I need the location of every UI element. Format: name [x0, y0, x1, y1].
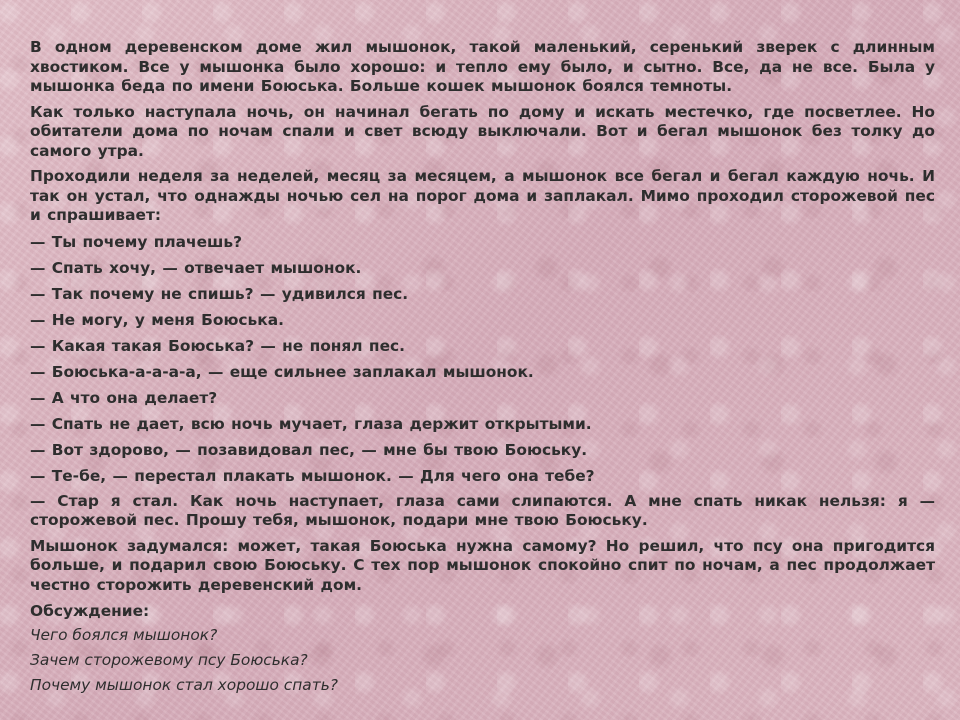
discussion-question: Почему мышонок стал хорошо спать? [30, 676, 338, 694]
dialogue-line: — Спать не дает, всю ночь мучает, глаза держит открытыми. [30, 414, 592, 433]
dialogue-line: — Какая такая Боюська? — не понял пес. [30, 336, 405, 355]
dialogue-line: — А что она делает? [30, 388, 218, 407]
dialogue-line: — Стар я стал. Как ночь наступает, глаза сами слипаются. А мне спать никак нельзя: я — сторожевой пес. Прошу тебя, мышонок, подари мне твою Боюську. [30, 491, 935, 529]
discussion-heading: Обсуждение: [30, 602, 150, 620]
story-paragraph: В одном деревенском доме жил мышонок, такой маленький, серенький зверек с длинным хвостиком. Все у мышонка было хорошо: и тепло ему было, и сытно. Все, да не все. Была у мышонка беда по имени Боюська. Больше кошек мышонок боялся темноты. [30, 38, 935, 95]
dialogue-line: — Боюська-а-а-а-а, — еще сильнее заплакал мышонок. [30, 362, 534, 381]
discussion-question: Чего боялся мышонок? [30, 626, 218, 644]
dialogue-line: — Так почему не спишь? — удивился пес. [30, 284, 409, 303]
dialogue-line: — Вот здорово, — позавидовал пес, — мне бы твою Боюську. [30, 440, 588, 459]
dialogue-line: — Ты почему плачешь? [30, 232, 243, 251]
dialogue-line: — Те-бе, — перестал плакать мышонок. — Для чего она тебе? [30, 466, 595, 485]
dialogue-line: — Не могу, у меня Боюська. [30, 310, 284, 329]
story-ending: Мышонок задумался: может, такая Боюська нужна самому? Но решил, что псу она пригодится больше, и подарил свою Боюську. С тех пор мышонок спокойно спит по ночам, а пес продолжает честно сторожить деревенский дом. [30, 536, 935, 594]
dialogue-line: — Спать хочу, — отвечает мышонок. [30, 258, 362, 277]
discussion-question: Зачем сторожевому псу Боюська? [30, 651, 308, 669]
story-text-block [30, 38, 935, 700]
story-paragraph: Как только наступала ночь, он начинал бегать по дому и искать местечко, где посветлее. Но обитатели дома по ночам спали и свет всюду выключали. Вот и бегал мышонок без толку до самого утра. [30, 102, 935, 160]
story-paragraph: Проходили неделя за неделей, месяц за месяцем, а мышонок все бегал и бегал каждую ночь. И так он устал, что однажды ночью сел на порог дома и заплакал. Мимо проходил сторожевой пес и спрашивает: [30, 167, 935, 224]
